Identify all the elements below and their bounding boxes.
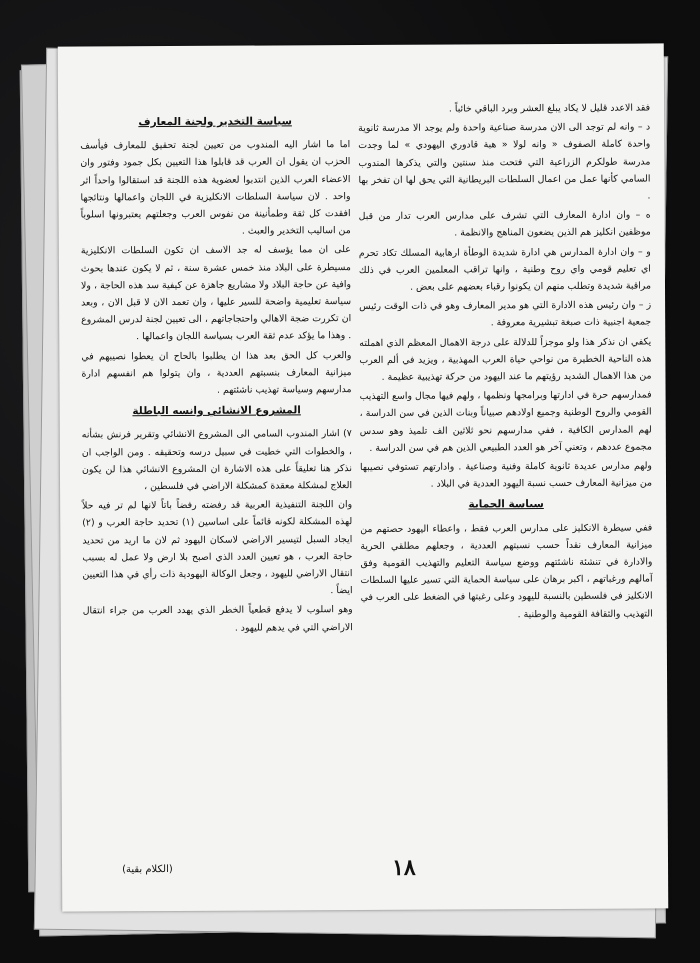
page-number: ١٨ (391, 854, 416, 881)
paragraph: اما ما اشار اليه المندوب من تعيين لجنة تحقيق للمعارف فيأسف الحزب ان يقول ان العرب قد قابلوا هذا التعيين بكل جمود وفتور وان الاعضاء العرب الذين انتدبوا لعضوية هذه اللجنة قد استقالوا واحداً اثر واحد . لان سياسة السلطات الانكليزية في اللجان واعمالها ونتائجها افقدت كل ثقة وطمأنينة من نفوس العرب وجعلتهم يعتبرونها اسلوباً من اساليب التخدير والعبث . (80, 139, 351, 237)
paragraph: ٧) اشار المندوب السامي الى المشروع الانشائي وتقرير فرنش بشأنه ، والخطوات التي خطيت في سبيل درسه وتحقيقه . ومن الواجب ان نذكر هنا تعليقاً على هذه الاشارة ان المشروع الانشائي هذا لن يكون العلاج لمشكلة معقدة كمشكلة الاراضي في فلسطين ، (81, 428, 353, 493)
section-heading: المشروع الانشائي وانسه الباطلة (132, 404, 301, 418)
continued-note: (الكلام بقية) (122, 864, 173, 876)
paragraph: ز – وان رئيس هذه الادارة التي هو مدير المعارف وهو في ذات الوقت رئيس جمعية اجنبية ذات صبغة تبشيرية معروفة . (359, 299, 652, 329)
paragraph: ولهم مدارس عديدة ثانوية كاملة وفنية وصناعية . وادارتهم تستوفي نصيبها من ميزانية المعارف حسب نسبة اليهود العددية في البلاد . (359, 460, 653, 490)
right-column (358, 99, 653, 625)
paragraph: ففي سيطرة الانكليز على مدارس العرب فقط ، واعطاء اليهود حصتهم من ميزانية المعارف نقداً حسب نسبتهم العددية ، وجعلهم مطلقي الحرية والادارة في تنشئة ناشئتهم ووضع سياسة التعليم والتهذيب القومية وفق آمالهم ورغباتهم ، اكبر برهان على سياسة الحماية التي تسير عليها السلطات الانكليز في فلسطين بالنسبة لليهود وعلى رغبتها في الضغط على العرب في التهذيب والثقافة القومية والوطنية . (360, 522, 653, 620)
paragraph: وهو اسلوب لا يدفع قطعياً الخطر الذي يهدد العرب من جراء انتقال الاراضي التي في يدهم لليهود . (82, 604, 353, 634)
paragraph: وان اللجنة التنفيذية العربية قد رفضته رفضاً باتاً لانها لم تر فيه حلاً لهذه المشكلة لكونه قائماً على اساسين (١) تحديد حاجة العرب و (٢) ايجاد السبل لتيسير الاراضي لاسكان اليهود ثم لان ما اريد من تحديد حاجة العرب ، هو تعيين العدد الذي اصبح بلا ارض ولا عمل له بسبب انتقال الاراضي لليهود ، وجعل الوكالة اليهودية ذات رأي في هذا التعيين ايضاً . (82, 499, 353, 597)
paragraph: د – وانه لم توجد الى الان مدرسة صناعية واحدة ولم يوجد الا مدرسة ثانوية واحدة كاملة الصفوف « وانه لولا « هبة قادوري اليهودي » لما وجدت مدرسة طولكرم الزراعية التي فتحت منذ سنتين والتي يذكرها المندوب السامي كأنها عمل من اعمال السلطات البريطانية التي يحق لها ان تفخر بها . (358, 121, 651, 202)
document-page (58, 43, 669, 911)
paragraph: على ان مما يؤسف له جد الاسف ان تكون السلطات الانكليزية مسيطرة على البلاد منذ خمس عشرة سنة ، ثم لا يكون عندها بحوث وافية عن حاجة البلاد ولا مشاريع جاهزة عن كيفية سد هذه الحاجة ، ولا سياسة تعليمية واضحة للسير عليها ، وان تعمد الان لا قبل الان ، وبعد ان تكررت ضجة الاهالي واحتجاجاتهم ، الى تعيين لجنة لدرس المشروع . وهذا ما يؤكد عدم ثقة العرب بسياسة اللجان واعمالها . (80, 244, 352, 343)
paragraph: و – وان ادارة المدارس هي ادارة شديدة الوطأة ارهابية المسلك تكاد تحرم اي تعليم قومي واي روح وطنية ، وانها تراقب المعلمين العرب في ذلك مراقبة شديدة وتطلب منهم ان يكونوا رقباء بعضهم على بعض . (358, 246, 652, 293)
left-column (80, 109, 353, 639)
paragraph: والعرب كل الحق بعد هذا ان يطلبوا بالحاح ان يعطوا نصيبهم في ميزانية المعارف بنسبتهم العددية ، وان يتولوا هم انفسهم ادارة مدارسهم وسياسة تهذيب ناشئتهم . (81, 349, 352, 396)
paragraph: فقد الاعدد قليل لا يكاد يبلغ العشر وبرد الباقي خائباً . (448, 102, 651, 115)
paragraph: فمدارسهم حرة في ادارتها وبرامجها ونظمها ، ولهم فيها مجال واسع التهذيب القومي والروح الوطنية وجميع اولادهم صبياناً وبنات الذين في سن الدراسة ، لهم المدارس الكافية ، ففي مدارسهم نحو ثلاثين الف تلميذ وهو سدس مجموع عددهم ، وتعني آخر هو العدد الطبيعي الذين هم في سن الدراسة . (359, 389, 652, 454)
paragraph: يكفي ان نذكر هذا ولو موجزاً للدلالة على درجة الاهمال المعظم الذي اهملته هذه الناحية الخطيرة من نواحي حياة العرب المهذبية ، ويزيد في ألم العرب من هذا الاهمال الشديد رؤيتهم ما عند اليهود من حركة تهذيبية عظيمة . (359, 336, 652, 383)
section-heading: سياسة التخدير ولجنة المعارف (138, 115, 292, 129)
section-heading: سياسة الحماية (468, 498, 544, 511)
paragraph: ه – وان ادارة المعارف التي تشرف على مدارس العرب تدار من قبل موظفين انكليز هم الذين يضعون المناهج والانظمة . (358, 209, 651, 239)
